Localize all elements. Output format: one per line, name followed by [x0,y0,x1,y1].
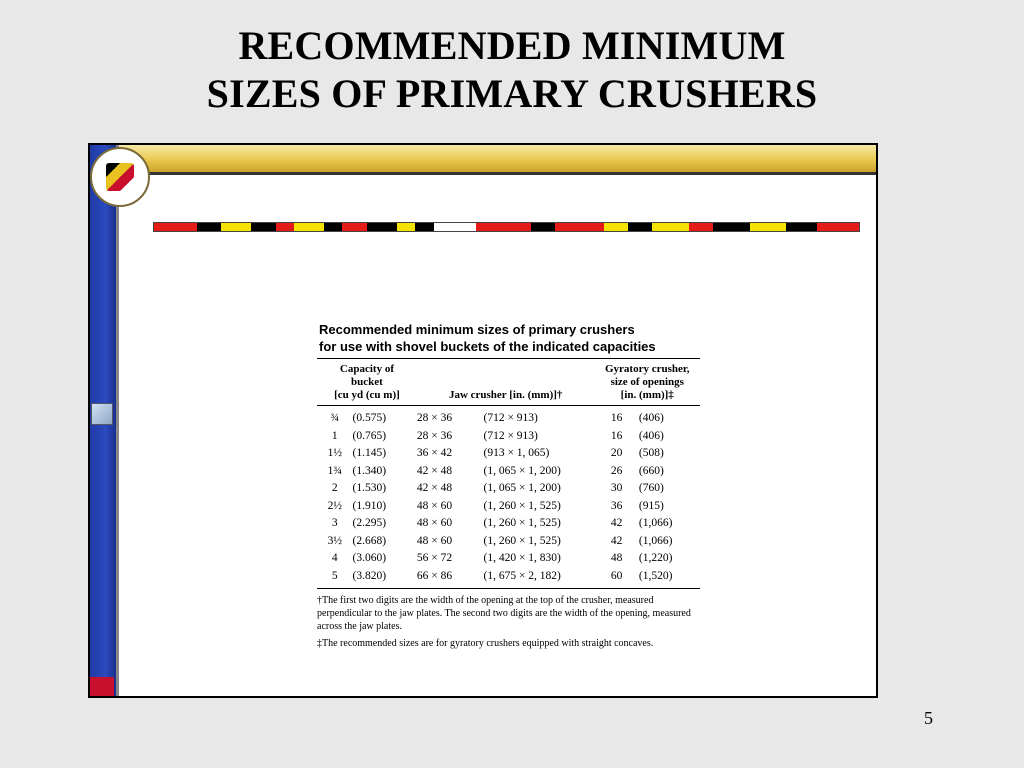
cell-gyr-in: 42 [610,534,623,547]
stripe-segment [276,223,294,231]
table-row [317,550,700,568]
footnote-jaw: †The first two digits are the width of the opening at the top of the crusher, measured perpendicular to the jaw plates. The second two digits are the width of the opening, measured across the jaw plates. [317,595,691,632]
cell-gyr-mm: (1,066) [638,534,673,547]
cell-jaw-in: 36 × 42 [416,447,453,459]
slide-title-line2: SIZES OF PRIMARY CRUSHERS [206,71,818,116]
table-row [317,463,700,481]
table-row [317,568,700,586]
header-capacity-line3: [cu yd (cu m)] [334,389,400,401]
cell-jaw-in: 28 × 36 [416,412,453,424]
cell-cap-m: (3.820) [352,569,387,582]
stripe-segment [367,223,397,231]
cell-cap-m: (0.765) [352,429,387,442]
cell-gyr-in: 48 [610,552,623,564]
cell-cap-m: (0.575) [352,412,387,424]
cell-jaw-in: 48 × 60 [416,517,453,529]
cell-gyr-in: 42 [610,517,623,529]
table-caption [319,321,709,355]
table-bottom-rule [317,588,700,589]
table-row [317,498,700,516]
table-caption-line2: for use with shovel buckets of the indicated capacities [319,339,656,354]
stripe-segment [817,223,860,231]
stripe-segment [154,223,197,231]
table-body [317,359,700,589]
cell-gyr-mm: (406) [638,412,664,424]
stripe-segment [628,223,652,231]
cell-cap: 3 [331,517,338,529]
cell-jaw-in: 48 × 60 [416,499,453,512]
cell-jaw-mm: (712 × 913) [483,412,538,424]
slide-title [0,22,1024,118]
header-gyratory [594,359,700,405]
cell-gyr-in: 16 [610,429,623,442]
cell-gyr-mm: (1,220) [638,552,673,564]
cell-gyr-mm: (1,066) [638,517,673,529]
cell-cap: 5 [331,569,338,582]
cell-jaw-in: 42 × 48 [416,464,453,477]
cell-jaw-in: 28 × 36 [416,429,453,442]
cell-cap: 2½ [327,499,342,512]
stripe-segment [251,223,275,231]
header-jaw-crusher: Jaw crusher [in. (mm)]† [448,389,563,401]
cell-gyr-in: 30 [610,482,623,494]
cell-gyr-mm: (660) [638,464,664,477]
cell-gyr-mm: (760) [638,482,664,494]
slide-number: 5 [924,708,933,728]
header-capacity [317,359,417,405]
university-seal-icon [90,147,150,207]
header-gyratory-line2: size of openings [610,376,684,388]
cell-gyr-in: 16 [610,412,623,424]
header-capacity-line1: Capacity of [339,363,394,375]
cell-cap-m: (2.295) [352,517,387,529]
cell-jaw-mm: (1, 260 × 1, 525) [483,517,561,529]
stripe-segment [604,223,628,231]
table-header-row [317,359,700,405]
cell-gyr-in: 20 [610,447,623,459]
cell-jaw-mm: (1, 065 × 1, 200) [483,482,561,494]
maryland-flag-stripe [153,222,860,232]
header-capacity-line2: bucket [351,376,383,388]
stripe-segment [689,223,713,231]
cell-jaw-mm: (1, 675 × 2, 182) [483,569,561,582]
header-gyratory-line1: Gyratory crusher, [604,363,690,375]
cell-gyr-mm: (406) [638,429,664,442]
table-row [317,428,700,446]
cell-jaw-mm: (913 × 1, 065) [483,447,550,459]
cell-gyr-mm: (1,520) [638,569,673,582]
cell-cap-m: (1.910) [352,499,387,512]
cell-jaw-in: 42 × 48 [416,482,453,494]
cell-jaw-in: 66 × 86 [416,569,453,582]
cell-cap: ¾ [330,412,340,424]
header-rule [317,405,700,406]
stripe-segment [221,223,251,231]
cell-cap-m: (2.668) [352,534,387,547]
cell-cap-m: (1.530) [352,482,387,494]
slide-thumbnail-icon [91,403,113,425]
cell-cap-m: (1.340) [352,464,387,477]
stripe-segment [713,223,749,231]
footnote-gyratory: ‡The recommended sizes are for gyratory crushers equipped with straight concaves. [317,638,654,649]
cell-cap: 2 [331,482,338,494]
template-top-band [119,145,876,175]
cell-jaw-mm: (712 × 913) [483,429,538,442]
cell-gyr-in: 60 [610,569,623,582]
stripe-segment [324,223,342,231]
cell-jaw-mm: (1, 420 × 1, 830) [483,552,561,564]
crusher-size-table [317,321,702,654]
cell-jaw-mm: (1, 065 × 1, 200) [483,464,561,477]
stripe-segment [476,223,531,231]
cell-cap-m: (3.060) [352,552,387,564]
cell-cap: 1¾ [327,464,342,477]
cell-gyr-mm: (508) [638,447,664,459]
table-row [317,533,700,551]
header-gyratory-line3: [in. (mm)]‡ [620,389,674,401]
cell-jaw-mm: (1, 260 × 1, 525) [483,534,561,547]
seal-shield-icon [106,163,134,191]
stripe-segment [555,223,604,231]
slide-title-line1: RECOMMENDED MINIMUM [238,23,786,68]
cell-gyr-mm: (915) [638,499,664,512]
stripe-segment [342,223,366,231]
cell-jaw-mm: (1, 260 × 1, 525) [483,499,561,512]
cell-cap-m: (1.145) [352,447,387,459]
stripe-segment [652,223,688,231]
stripe-segment [415,223,433,231]
table-footnotes [317,594,702,650]
table-row [317,515,700,533]
stripe-segment [434,223,477,231]
table-row [317,410,700,428]
stripe-segment [786,223,816,231]
cell-jaw-in: 56 × 72 [416,552,453,564]
table-row [317,445,700,463]
slide-content-frame [88,143,878,698]
cell-cap: 1 [331,429,338,442]
stripe-segment [197,223,221,231]
cell-jaw-in: 48 × 60 [416,534,453,547]
cell-cap: 3½ [327,534,342,547]
publisher-logo-icon [90,677,114,696]
table-row [317,480,700,498]
stripe-segment [531,223,555,231]
stripe-segment [294,223,324,231]
table-caption-line1: Recommended minimum sizes of primary crushers [319,322,635,337]
cell-cap: 1½ [327,447,342,459]
cell-gyr-in: 26 [610,464,623,477]
stripe-segment [397,223,415,231]
cell-cap: 4 [331,552,338,564]
stripe-segment [750,223,786,231]
cell-gyr-in: 36 [610,499,623,512]
